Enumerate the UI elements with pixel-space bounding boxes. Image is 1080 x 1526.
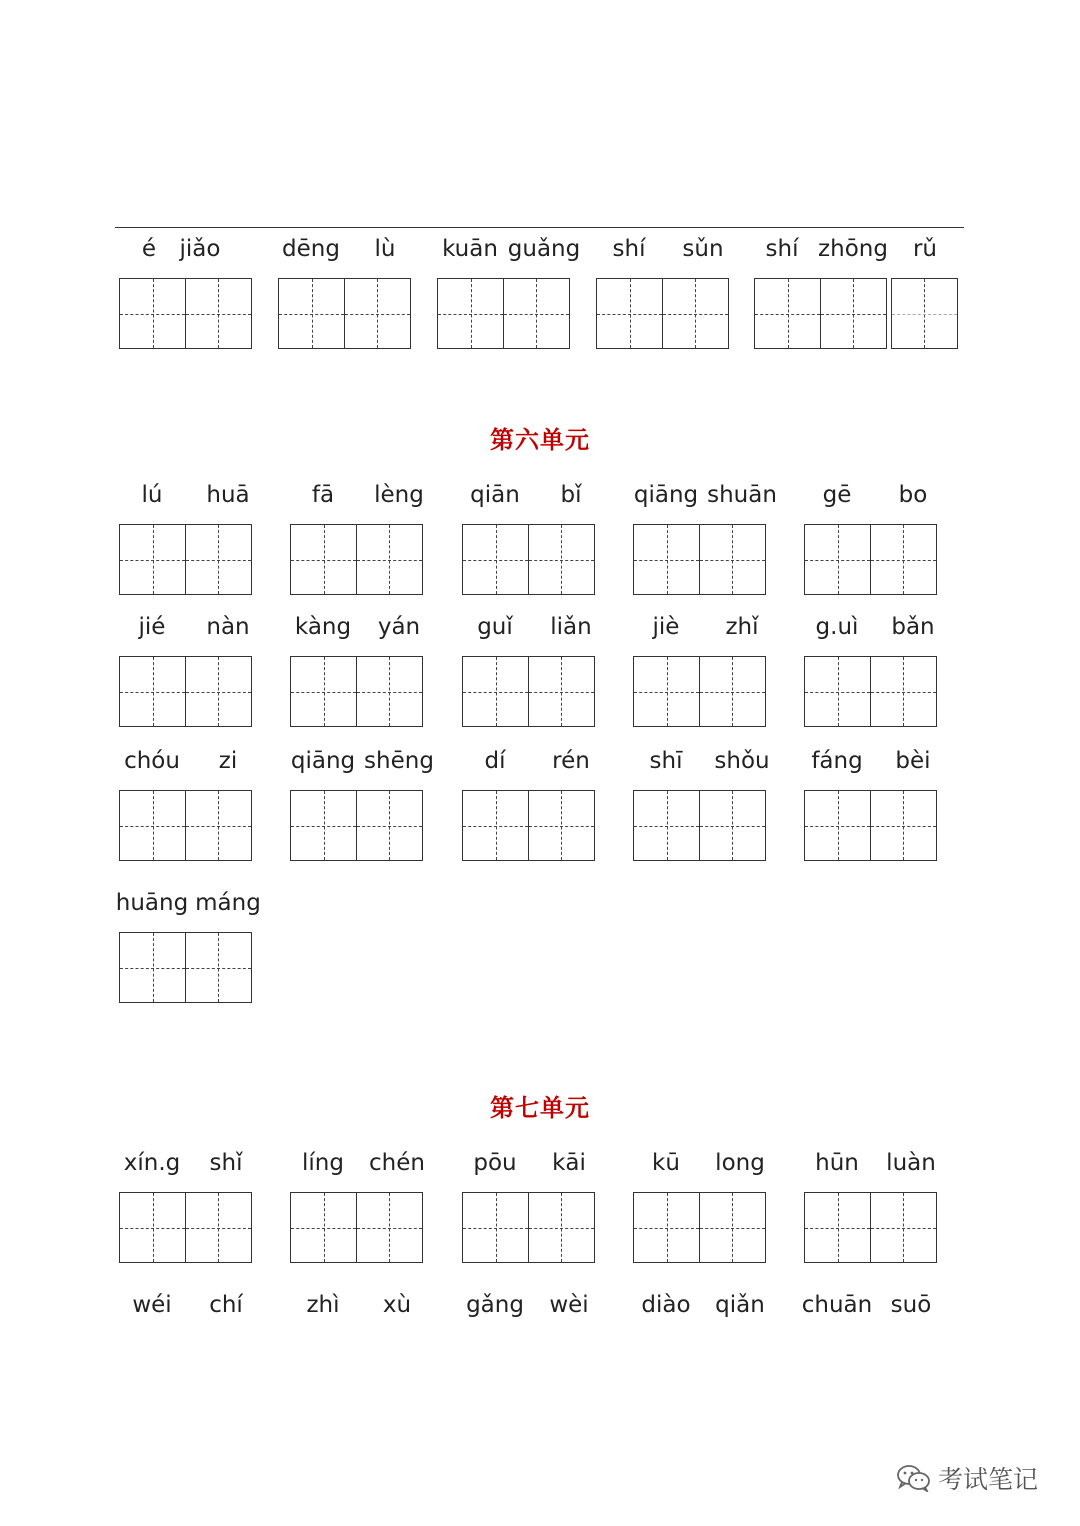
wechat-logo-icon bbox=[896, 1464, 932, 1492]
tianzige-cell[interactable] bbox=[119, 278, 186, 349]
tianzige-cell[interactable] bbox=[290, 790, 357, 861]
tianzige-cell[interactable] bbox=[804, 790, 871, 861]
tianzige-cell[interactable] bbox=[528, 1192, 595, 1263]
tianzige-cell[interactable] bbox=[185, 278, 252, 349]
tianzige-cell[interactable] bbox=[633, 1192, 700, 1263]
pinyin-label: dí bbox=[484, 748, 506, 774]
pinyin-label: chén bbox=[369, 1150, 425, 1176]
writing-grid[interactable] bbox=[290, 524, 423, 595]
tianzige-cell[interactable] bbox=[278, 278, 345, 349]
writing-grid[interactable] bbox=[290, 656, 423, 727]
tianzige-cell[interactable] bbox=[462, 656, 529, 727]
tianzige-cell[interactable] bbox=[528, 524, 595, 595]
tianzige-cell[interactable] bbox=[119, 656, 186, 727]
pinyin-label: huāng bbox=[115, 890, 189, 916]
tianzige-cell[interactable] bbox=[290, 1192, 357, 1263]
pinyin-label: shī bbox=[649, 748, 683, 774]
pinyin-label: shēng bbox=[364, 748, 434, 774]
tianzige-cell[interactable] bbox=[804, 656, 871, 727]
pinyin-label: shí bbox=[765, 236, 799, 262]
pinyin-label: fā bbox=[311, 482, 335, 508]
tianzige-cell[interactable] bbox=[185, 1192, 252, 1263]
pinyin-label: kāi bbox=[552, 1150, 586, 1176]
pinyin-label: huā bbox=[206, 482, 250, 508]
writing-grid[interactable] bbox=[119, 278, 252, 349]
pinyin-label: bo bbox=[898, 482, 928, 508]
pinyin-label: jié bbox=[138, 614, 166, 640]
pinyin-label: chóu bbox=[124, 748, 180, 774]
pinyin-label: kū bbox=[652, 1150, 680, 1176]
tianzige-cell[interactable] bbox=[633, 656, 700, 727]
tianzige-cell[interactable] bbox=[528, 790, 595, 861]
pinyin-label: guǐ bbox=[477, 614, 513, 640]
pinyin-label: bǎn bbox=[891, 614, 935, 640]
pinyin-label: rén bbox=[552, 748, 590, 774]
writing-grid[interactable] bbox=[633, 790, 766, 861]
tianzige-cell[interactable] bbox=[528, 656, 595, 727]
writing-grid[interactable] bbox=[462, 656, 595, 727]
tianzige-cell[interactable] bbox=[870, 524, 937, 595]
pinyin-label: kuān bbox=[442, 236, 498, 262]
tianzige-cell[interactable] bbox=[503, 278, 570, 349]
pinyin-label: gǎng bbox=[466, 1292, 524, 1318]
pinyin-label: liǎn bbox=[550, 614, 592, 640]
pinyin-label: diào bbox=[641, 1292, 691, 1318]
pinyin-label: qiāng bbox=[290, 748, 356, 774]
pinyin-label: qiāng bbox=[633, 482, 699, 508]
writing-grid[interactable] bbox=[437, 278, 570, 349]
tianzige-cell[interactable] bbox=[699, 656, 766, 727]
tianzige-cell[interactable] bbox=[662, 278, 729, 349]
writing-grid[interactable] bbox=[462, 1192, 595, 1263]
tianzige-cell[interactable] bbox=[699, 1192, 766, 1263]
writing-grid[interactable] bbox=[278, 278, 411, 349]
writing-grid[interactable] bbox=[596, 278, 729, 349]
pinyin-label: shǒu bbox=[714, 748, 770, 774]
pinyin-label: máng bbox=[195, 890, 261, 916]
tianzige-cell[interactable] bbox=[870, 656, 937, 727]
pinyin-label: qiǎn bbox=[715, 1292, 765, 1318]
tianzige-cell[interactable] bbox=[119, 932, 186, 1003]
writing-grid[interactable] bbox=[754, 278, 958, 349]
tianzige-cell[interactable] bbox=[804, 1192, 871, 1263]
tianzige-cell[interactable] bbox=[699, 524, 766, 595]
top-divider-line bbox=[115, 227, 964, 228]
watermark-text: 考试笔记 bbox=[938, 1465, 1039, 1494]
tianzige-cell[interactable] bbox=[356, 524, 423, 595]
pinyin-label: zi bbox=[218, 748, 238, 774]
pinyin-label: luàn bbox=[886, 1150, 936, 1176]
pinyin-label: suō bbox=[890, 1292, 932, 1318]
pinyin-label: nàn bbox=[206, 614, 250, 640]
writing-grid[interactable] bbox=[462, 524, 595, 595]
pinyin-label: shǐ bbox=[209, 1150, 243, 1176]
tianzige-cell[interactable] bbox=[356, 790, 423, 861]
writing-grid[interactable] bbox=[804, 790, 937, 861]
tianzige-cell[interactable] bbox=[185, 932, 252, 1003]
writing-grid[interactable] bbox=[804, 1192, 937, 1263]
pinyin-label: pōu bbox=[473, 1150, 517, 1176]
pinyin-label: g.uì bbox=[815, 614, 859, 640]
pinyin-label: xín.g bbox=[123, 1150, 181, 1176]
writing-grid[interactable] bbox=[633, 656, 766, 727]
pinyin-label: bǐ bbox=[560, 482, 582, 508]
pinyin-label: lú bbox=[141, 482, 163, 508]
tianzige-cell[interactable] bbox=[891, 278, 958, 349]
pinyin-label: zhì bbox=[306, 1292, 340, 1318]
pinyin-label: shí bbox=[612, 236, 646, 262]
pinyin-label: hūn bbox=[815, 1150, 859, 1176]
unit7-title: 第七单元 bbox=[490, 1094, 590, 1122]
tianzige-cell[interactable] bbox=[119, 524, 186, 595]
tianzige-cell[interactable] bbox=[804, 524, 871, 595]
pinyin-label: zhōng bbox=[818, 236, 888, 262]
writing-grid[interactable] bbox=[804, 656, 937, 727]
pinyin-label: é bbox=[141, 236, 157, 262]
tianzige-cell[interactable] bbox=[462, 1192, 529, 1263]
pinyin-label: rǔ bbox=[912, 236, 938, 262]
writing-grid[interactable] bbox=[119, 932, 252, 1003]
watermark bbox=[896, 1458, 1038, 1498]
pinyin-label: dēng bbox=[282, 236, 340, 262]
writing-grid[interactable] bbox=[119, 1192, 252, 1263]
tianzige-cell[interactable] bbox=[119, 790, 186, 861]
writing-grid[interactable] bbox=[633, 1192, 766, 1263]
tianzige-cell[interactable] bbox=[119, 1192, 186, 1263]
pinyin-label: guǎng bbox=[507, 236, 581, 262]
writing-grid[interactable] bbox=[119, 790, 252, 861]
tianzige-cell[interactable] bbox=[290, 656, 357, 727]
pinyin-label: líng bbox=[302, 1150, 344, 1176]
pinyin-label: yán bbox=[377, 614, 421, 640]
pinyin-label: gē bbox=[822, 482, 852, 508]
pinyin-label: lèng bbox=[374, 482, 424, 508]
pinyin-label: jiè bbox=[652, 614, 680, 640]
tianzige-cell[interactable] bbox=[870, 1192, 937, 1263]
writing-grid[interactable] bbox=[804, 524, 937, 595]
tianzige-cell[interactable] bbox=[754, 278, 821, 349]
pinyin-label: zhǐ bbox=[725, 614, 759, 640]
pinyin-label: chuān bbox=[801, 1292, 873, 1318]
tianzige-cell[interactable] bbox=[344, 278, 411, 349]
pinyin-label: shuān bbox=[707, 482, 777, 508]
writing-grid[interactable] bbox=[290, 1192, 423, 1263]
writing-grid[interactable] bbox=[633, 524, 766, 595]
pinyin-label: kàng bbox=[294, 614, 352, 640]
tianzige-cell[interactable] bbox=[437, 278, 504, 349]
tianzige-cell[interactable] bbox=[870, 790, 937, 861]
pinyin-label: chí bbox=[209, 1292, 243, 1318]
pinyin-label: long bbox=[715, 1150, 765, 1176]
tianzige-cell[interactable] bbox=[290, 524, 357, 595]
writing-grid[interactable] bbox=[290, 790, 423, 861]
tianzige-cell[interactable] bbox=[462, 524, 529, 595]
tianzige-cell[interactable] bbox=[596, 278, 663, 349]
tianzige-cell[interactable] bbox=[185, 790, 252, 861]
tianzige-cell[interactable] bbox=[356, 656, 423, 727]
pinyin-label: sǔn bbox=[682, 236, 724, 262]
tianzige-cell[interactable] bbox=[185, 656, 252, 727]
pinyin-label: jiǎo bbox=[179, 236, 221, 262]
pinyin-label: qiān bbox=[470, 482, 520, 508]
tianzige-cell[interactable] bbox=[185, 524, 252, 595]
pinyin-label: bèi bbox=[895, 748, 931, 774]
writing-grid[interactable] bbox=[462, 790, 595, 861]
tianzige-cell[interactable] bbox=[633, 790, 700, 861]
tianzige-cell[interactable] bbox=[462, 790, 529, 861]
pinyin-label: wéi bbox=[132, 1292, 172, 1318]
tianzige-cell[interactable] bbox=[633, 524, 700, 595]
pinyin-label: xù bbox=[382, 1292, 412, 1318]
writing-grid[interactable] bbox=[119, 656, 252, 727]
tianzige-cell[interactable] bbox=[356, 1192, 423, 1263]
pinyin-label: fáng bbox=[811, 748, 863, 774]
pinyin-label: wèi bbox=[549, 1292, 589, 1318]
tianzige-cell[interactable] bbox=[699, 790, 766, 861]
pinyin-label: lù bbox=[374, 236, 396, 262]
writing-grid[interactable] bbox=[119, 524, 252, 595]
unit6-title: 第六单元 bbox=[490, 426, 590, 454]
tianzige-cell[interactable] bbox=[820, 278, 887, 349]
